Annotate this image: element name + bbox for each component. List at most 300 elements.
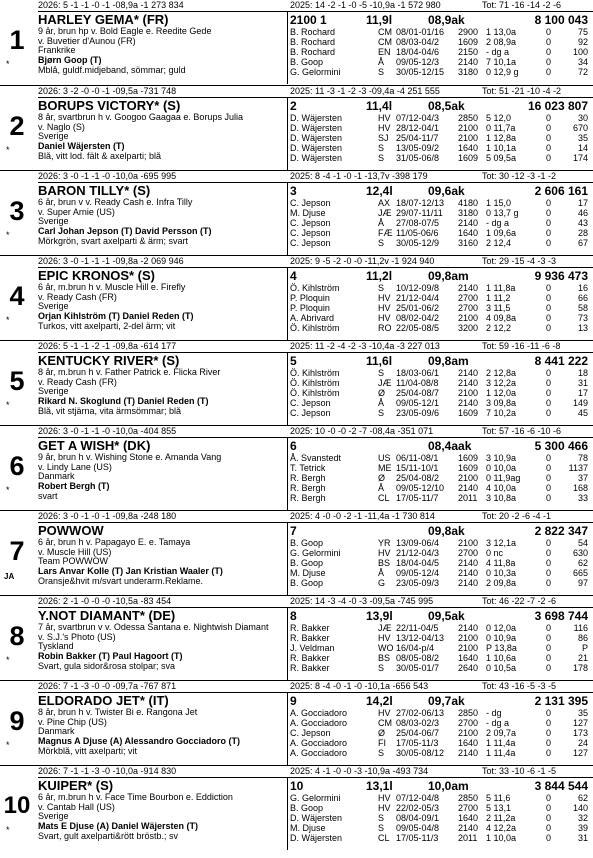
race-info <box>290 439 593 503</box>
start-driver: Ö. Kihlström <box>290 388 340 398</box>
start-date: 21/12-04/3 <box>396 548 440 558</box>
start-row <box>290 303 593 313</box>
start-odds: 0 <box>546 653 552 663</box>
start-prize: 33 <box>577 493 588 503</box>
stats-total: Tot: 51 -21 -10 -4 -2 <box>482 86 562 96</box>
start-result: P 13,8a <box>486 643 517 653</box>
start-driver: R. Bergh <box>290 483 326 493</box>
start-distance: 2140 <box>458 218 479 228</box>
earnings: 5 300 466 <box>534 439 588 453</box>
start-result: 0 10,9a <box>486 633 517 643</box>
start-date: 17/05-11/7 <box>396 493 439 503</box>
start-date: 25/01-06/2 <box>396 303 440 313</box>
start-driver: D. Wäjersten <box>290 113 343 123</box>
pedigree: 9 år, brun h v. Wishing Stone e. Amanda Vang <box>38 453 222 462</box>
start-date: 08/01-01/16 <box>396 27 445 37</box>
start-row <box>290 228 593 238</box>
start-track: RO <box>378 323 392 333</box>
record-time: 09,5ak <box>428 609 465 623</box>
start-distance: 2100 <box>458 633 479 643</box>
start-row <box>290 198 593 208</box>
start-date: 10/12-09/8 <box>396 283 440 293</box>
start-prize: 31 <box>577 833 588 843</box>
start-prize: 46 <box>577 208 588 218</box>
start-row <box>290 473 593 483</box>
pedigree: 6 år, m.brun h v. Face Time Bourbon e. Eddiction <box>38 793 233 802</box>
start-result: 2 08,9a <box>486 37 517 47</box>
start-odds: 0 <box>546 133 552 143</box>
horse-info <box>38 439 286 502</box>
owner: Danmark <box>38 727 75 737</box>
horse-entry <box>0 425 593 510</box>
horse-name[interactable]: BARON TILLY* (S) <box>38 183 151 198</box>
start-row <box>290 663 593 673</box>
stats-2026: 2026: 5 -1 -1 -0 -1 -08,9a -1 273 834 <box>38 0 184 10</box>
start-row <box>290 568 593 578</box>
start-track: Ø <box>378 728 386 738</box>
start-date: 08/04-09/1 <box>396 813 440 823</box>
start-odds: 0 <box>546 548 552 558</box>
start-date: 25/04-11/7 <box>396 133 439 143</box>
start-date: 27/08-07/5 <box>396 218 440 228</box>
start-prize: 665 <box>572 568 588 578</box>
start-result: 7 10,2a <box>486 408 517 418</box>
start-result: 1 12,8a <box>486 133 517 143</box>
start-track: HV <box>378 633 391 643</box>
horse-name[interactable]: BORUPS VICTORY* (S) <box>38 98 181 113</box>
horse-name[interactable]: KENTUCKY RIVER* (S) <box>38 353 180 368</box>
start-track: G <box>378 578 386 588</box>
column-divider <box>287 522 288 595</box>
earnings: 9 936 473 <box>534 269 588 283</box>
start-driver: B. Goop <box>290 538 324 548</box>
dam-sire: v. Ready Cash (FR) <box>38 377 117 387</box>
racing-colors: Mörkblå, vitt axelparti; vit <box>38 746 138 756</box>
stats-line <box>38 87 588 97</box>
start-date: 17/05-11/3 <box>396 833 439 843</box>
start-distance: 2140 <box>458 748 479 758</box>
start-driver: B. Goop <box>290 558 324 568</box>
start-row <box>290 153 593 163</box>
start-track: Å <box>378 483 385 493</box>
start-row <box>290 313 593 323</box>
start-row <box>290 643 593 653</box>
start-odds: 0 <box>546 398 552 408</box>
start-date: 11/05-06/6 <box>396 228 439 238</box>
start-distance: 1640 <box>458 228 479 238</box>
start-row <box>290 208 593 218</box>
start-date: 09/05-12/3 <box>396 57 440 67</box>
race-info <box>290 13 593 77</box>
start-date: 30/05-08/12 <box>396 748 445 758</box>
race-info <box>290 779 593 843</box>
start-result: 2 11,2a <box>486 813 516 823</box>
start-distance: 4180 <box>458 198 479 208</box>
start-driver: D. Wäjersten <box>290 153 343 163</box>
start-prize: 100 <box>572 47 588 57</box>
start-prize: 32 <box>577 813 588 823</box>
odds: 12,4l <box>366 184 393 198</box>
start-driver: R. Bakker <box>290 623 330 633</box>
horse-name[interactable]: EPIC KRONOS* (S) <box>38 268 156 283</box>
start-odds: 0 <box>546 47 552 57</box>
start-date: 22/05-08/5 <box>396 323 440 333</box>
start-distance: 2140 <box>458 483 479 493</box>
horse-info <box>38 269 286 332</box>
horse-info <box>38 184 286 247</box>
start-prize: 18 <box>577 368 588 378</box>
stats-total: Tot: 30 -12 -3 -1 -2 <box>482 171 557 181</box>
stats-total: Tot: 29 -15 -4 -3 -3 <box>482 256 557 266</box>
start-row <box>290 238 593 248</box>
start-track: CM <box>378 37 392 47</box>
start-date: 17/05-11/3 <box>396 738 439 748</box>
start-prize: 58 <box>577 303 588 313</box>
start-track: S <box>378 823 385 833</box>
odds: 11,6l <box>366 354 393 368</box>
odds: 11,4l <box>366 99 393 113</box>
start-distance: 2100 <box>458 123 479 133</box>
start-odds: 0 <box>546 578 552 588</box>
start-date: 09/05-12/10 <box>396 483 445 493</box>
start-result: - dg <box>486 708 502 718</box>
start-driver: A. Gocciadoro <box>290 708 348 718</box>
start-odds: 0 <box>546 388 552 398</box>
start-prize: 35 <box>577 708 588 718</box>
start-date: 08/03-02/3 <box>396 718 440 728</box>
start-row <box>290 27 593 37</box>
driver-trainer: Mats E Djuse (A) Daniel Wäjersten (T) <box>38 822 199 832</box>
start-odds: 0 <box>546 663 552 673</box>
start-track: CL <box>378 833 390 843</box>
start-row <box>290 548 593 558</box>
earnings: 8 441 222 <box>534 354 588 368</box>
start-driver: C. Jepson <box>290 218 331 228</box>
start-row <box>290 453 593 463</box>
start-distance: 1640 <box>458 813 479 823</box>
start-distance: 2150 <box>458 47 479 57</box>
start-prize: 62 <box>577 558 588 568</box>
start-date: 11/04-08/8 <box>396 378 439 388</box>
stats-2026: 2026: 3 -0 -1 -1 -1 -09,8a -2 069 946 <box>38 256 184 266</box>
pedigree: 8 år, svartbrun h v. Googoo Gaagaa e. Borups Julia <box>38 113 243 122</box>
start-odds: 0 <box>546 823 552 833</box>
earnings: 2 131 395 <box>534 694 588 708</box>
dam-sire: v. Lindy Lane (US) <box>38 462 112 472</box>
start-result: 3 12,2a <box>486 378 517 388</box>
start-prize: 174 <box>572 153 588 163</box>
column-divider <box>287 437 288 510</box>
stats-2025: 2025: 8 -4 -0 -1 -0 -10,1a -656 543 <box>290 681 429 691</box>
start-date: 18/04-04/6 <box>396 47 440 57</box>
start-date: 23/05-09/3 <box>396 578 440 588</box>
start-prize: 43 <box>577 218 588 228</box>
pedigree: 8 år, m.brun h v. Father Patrick e. Flicka River <box>38 368 221 377</box>
start-odds: 0 <box>546 463 552 473</box>
start-prize: 127 <box>572 748 588 758</box>
start-row <box>290 47 593 57</box>
start-prize: 45 <box>577 408 588 418</box>
horse-name[interactable]: Y.NOT DIAMANT* (DE) <box>38 608 176 623</box>
stats-line <box>38 597 588 607</box>
racing-colors: Mörkgrön, svart axelparti & ärm; svart <box>38 236 189 246</box>
start-driver: C. Jepson <box>290 238 331 248</box>
start-driver: G. Gelormini <box>290 67 341 77</box>
start-row <box>290 728 593 738</box>
start-number: 3 <box>9 196 25 226</box>
start-prize: 72 <box>577 67 588 77</box>
start-driver: A. Abrivard <box>290 313 335 323</box>
column-divider <box>287 607 288 680</box>
start-driver: G. Gelormini <box>290 548 341 558</box>
race-header <box>290 13 593 27</box>
driver-trainer: Robin Bakker (T) Paul Hagoort (T) <box>38 652 183 662</box>
horse-name[interactable]: ELDORADO JET* (IT) <box>38 693 169 708</box>
start-result: 5 12,0 <box>486 113 512 123</box>
stats-2026: 2026: 3 -0 -1 -1 -0 -10,0a -404 855 <box>38 426 177 436</box>
start-row <box>290 833 593 843</box>
start-number: 2 <box>9 111 25 141</box>
start-date: 13/09-06/4 <box>396 538 440 548</box>
start-odds: 0 <box>546 718 552 728</box>
start-odds: 0 <box>546 303 552 313</box>
pedigree: 7 år, svartbrun v v. Odessa Santana e. Nightwish Diamant <box>38 623 269 632</box>
start-result: 4 10,0a <box>486 483 517 493</box>
start-date: 23/05-09/6 <box>396 408 440 418</box>
start-date: 18/07-12/13 <box>396 198 445 208</box>
pedigree: 6 år, brun h v. Papagayo E. e. Tamaya <box>38 538 191 547</box>
stats-total: Tot: 20 -2 -6 -4 -1 <box>482 511 552 521</box>
start-prize: 39 <box>577 823 588 833</box>
start-result: 0 10,5a <box>486 663 517 673</box>
start-distance: 1609 <box>458 463 479 473</box>
start-track: HV <box>378 708 391 718</box>
stats-2025: 2025: 14 -2 -1 -0 -5 -10,9a -1 572 980 <box>290 0 441 10</box>
start-result: 7 10,1a <box>486 57 517 67</box>
start-row <box>290 793 593 803</box>
owner: Sverige <box>38 132 69 142</box>
start-distance: 2900 <box>458 27 479 37</box>
start-distance: 1609 <box>458 153 479 163</box>
start-track: Å <box>378 398 385 408</box>
earnings: 3 844 544 <box>534 779 588 793</box>
start-result: 0 10,3a <box>486 568 517 578</box>
start-prize: 13 <box>577 323 588 333</box>
start-row <box>290 293 593 303</box>
race-header <box>290 524 593 538</box>
stats-2025: 2025: 14 -3 -4 -0 -3 -09,5a -745 995 <box>290 596 434 606</box>
start-result: 2 12,4 <box>486 238 512 248</box>
record-time: 08,9ak <box>428 13 465 27</box>
dam-sire: v. Buvetier d'Aunou (FR) <box>38 36 136 46</box>
start-result: 3 09,8a <box>486 398 517 408</box>
horse-info <box>38 779 286 842</box>
record-time: 09,8am <box>428 354 469 368</box>
start-driver: R. Bakker <box>290 633 330 643</box>
start-row <box>290 378 593 388</box>
start-row <box>290 653 593 663</box>
start-odds: 0 <box>546 538 552 548</box>
horse-entry <box>0 255 593 340</box>
stats-2025: 2025: 11 -2 -4 -2 -3 -10,4a -3 227 013 <box>290 341 440 351</box>
start-prize: 14 <box>577 143 588 153</box>
start-odds: 0 <box>546 483 552 493</box>
start-prize: 670 <box>572 123 588 133</box>
start-distance: 2140 <box>458 823 479 833</box>
stats-2025: 2025: 9 -5 -2 -0 -0 -11,2v -1 924 940 <box>290 256 435 266</box>
start-driver: D. Wäjersten <box>290 133 343 143</box>
entry-marker: JA <box>4 572 15 581</box>
start-row <box>290 218 593 228</box>
race-header <box>290 269 593 283</box>
post-position: 2 <box>290 99 297 113</box>
dam-sire: v. Cantab Hall (US) <box>38 802 115 812</box>
start-track: S <box>378 663 385 673</box>
owner: Team POWWOW <box>38 557 108 567</box>
start-distance: 2140 <box>458 368 479 378</box>
start-odds: 0 <box>546 558 552 568</box>
race-info <box>290 524 593 588</box>
start-date: 30/05-12/15 <box>396 67 445 77</box>
start-prize: 78 <box>577 453 588 463</box>
start-prize: 1137 <box>568 463 588 473</box>
race-info <box>290 184 593 248</box>
start-distance: 2640 <box>458 663 479 673</box>
dam-sire: v. S.J.'s Photo (US) <box>38 632 116 642</box>
start-driver: J. Veldman <box>290 643 335 653</box>
start-row <box>290 813 593 823</box>
start-driver: R. Bergh <box>290 493 326 503</box>
horse-name[interactable]: GET A WISH* (DK) <box>38 438 151 453</box>
start-result: 2 09,7a <box>486 728 517 738</box>
racing-colors: Oransje&hvit m/svart underarm.Reklame. <box>38 576 204 586</box>
horse-info <box>38 694 286 757</box>
start-track: EN <box>378 47 391 57</box>
start-distance: 3200 <box>458 323 479 333</box>
start-track: AX <box>378 198 391 208</box>
start-distance: 2011 <box>458 833 478 843</box>
start-track: S <box>378 238 385 248</box>
start-track: S <box>378 813 385 823</box>
horse-name[interactable]: HARLEY GEMA* (FR) <box>38 12 169 27</box>
start-row <box>290 538 593 548</box>
column-divider <box>287 777 288 850</box>
start-date: 21/12-04/4 <box>396 293 440 303</box>
start-odds: 0 <box>546 313 552 323</box>
earnings: 2 822 347 <box>534 524 588 538</box>
race-header <box>290 439 593 453</box>
horse-entry <box>0 595 593 680</box>
start-distance: 2850 <box>458 113 479 123</box>
owner: Frankrike <box>38 46 76 56</box>
start-track: JÆ <box>378 378 392 388</box>
start-date: 30/05-12/9 <box>396 238 440 248</box>
start-date: 22/02-05/3 <box>396 803 440 813</box>
start-date: 29/07-11/11 <box>396 208 443 218</box>
start-odds: 0 <box>546 37 552 47</box>
start-track: CL <box>378 493 390 503</box>
start-driver: M. Djuse <box>290 208 326 218</box>
start-result: 5 09,5a <box>486 153 517 163</box>
odds: 11,9l <box>366 13 393 27</box>
stats-line <box>38 767 588 777</box>
start-track: SJ <box>378 133 389 143</box>
start-date: 08/05-08/2 <box>396 653 440 663</box>
start-row <box>290 823 593 833</box>
start-track: Å <box>378 57 385 67</box>
start-track: FI <box>378 738 386 748</box>
start-track: S <box>378 408 385 418</box>
post-position: 2100 1 <box>290 13 327 27</box>
entry-marker: * <box>6 400 10 410</box>
start-odds: 0 <box>546 633 552 643</box>
earnings: 16 023 807 <box>527 99 588 113</box>
start-distance: 3180 <box>458 67 479 77</box>
start-track: WO <box>378 643 394 653</box>
driver-trainer: Rikard N. Skoglund (T) Daniel Reden (T) <box>38 397 209 407</box>
start-prize: 34 <box>577 57 588 67</box>
horse-info <box>38 524 286 587</box>
horse-name[interactable]: POWWOW <box>38 523 104 538</box>
start-odds: 0 <box>546 293 552 303</box>
start-result: 1 11,8a <box>486 283 516 293</box>
start-driver: G. Gelormini <box>290 793 341 803</box>
pedigree: 6 år, m.brun h v. Muscle Hill e. Firefly <box>38 283 186 292</box>
start-distance: 2100 <box>458 388 479 398</box>
start-date: 07/12-04/3 <box>396 113 440 123</box>
driver-trainer: Daniel Wäjersten (T) <box>38 142 125 152</box>
start-number: 5 <box>9 366 25 396</box>
race-header <box>290 779 593 793</box>
start-number: 9 <box>9 706 25 736</box>
start-date: 15/11-10/1 <box>396 463 439 473</box>
start-track: CM <box>378 718 392 728</box>
start-result: 0 12,9 g <box>486 67 519 77</box>
start-driver: B. Rochard <box>290 37 336 47</box>
start-number: 1 <box>9 25 25 55</box>
start-result: 2 12,2 <box>486 323 512 333</box>
start-odds: 0 <box>546 708 552 718</box>
column-divider <box>287 267 288 340</box>
stats-2026: 2026: 2 -1 -0 -0 -0 -10,5a -83 454 <box>38 596 172 606</box>
driver-trainer: Örjan Kihlström (T) Daniel Reden (T) <box>38 312 194 322</box>
start-row <box>290 57 593 67</box>
start-odds: 0 <box>546 323 552 333</box>
divider <box>38 777 593 778</box>
horse-info <box>38 99 286 162</box>
start-driver: C. Jepson <box>290 198 331 208</box>
start-row <box>290 463 593 473</box>
start-distance: 2100 <box>458 643 479 653</box>
start-distance: 1640 <box>458 143 479 153</box>
start-date: 13/12-04/13 <box>396 633 445 643</box>
start-odds: 0 <box>546 153 552 163</box>
start-date: 09/05-04/8 <box>396 823 440 833</box>
start-date: 25/04-08/7 <box>396 388 440 398</box>
start-track: US <box>378 453 391 463</box>
horse-info <box>38 13 286 76</box>
start-result: 0 11,9ag <box>486 473 521 483</box>
start-row <box>290 718 593 728</box>
race-info <box>290 354 593 418</box>
horse-name[interactable]: KUIPER* (S) <box>38 778 114 793</box>
odds: 13,9l <box>366 609 393 623</box>
start-odds: 0 <box>546 198 552 208</box>
start-distance: 3180 <box>458 208 479 218</box>
start-result: - dg a <box>486 47 510 57</box>
owner: Sverige <box>38 302 69 312</box>
start-date: 31/05-06/8 <box>396 153 440 163</box>
